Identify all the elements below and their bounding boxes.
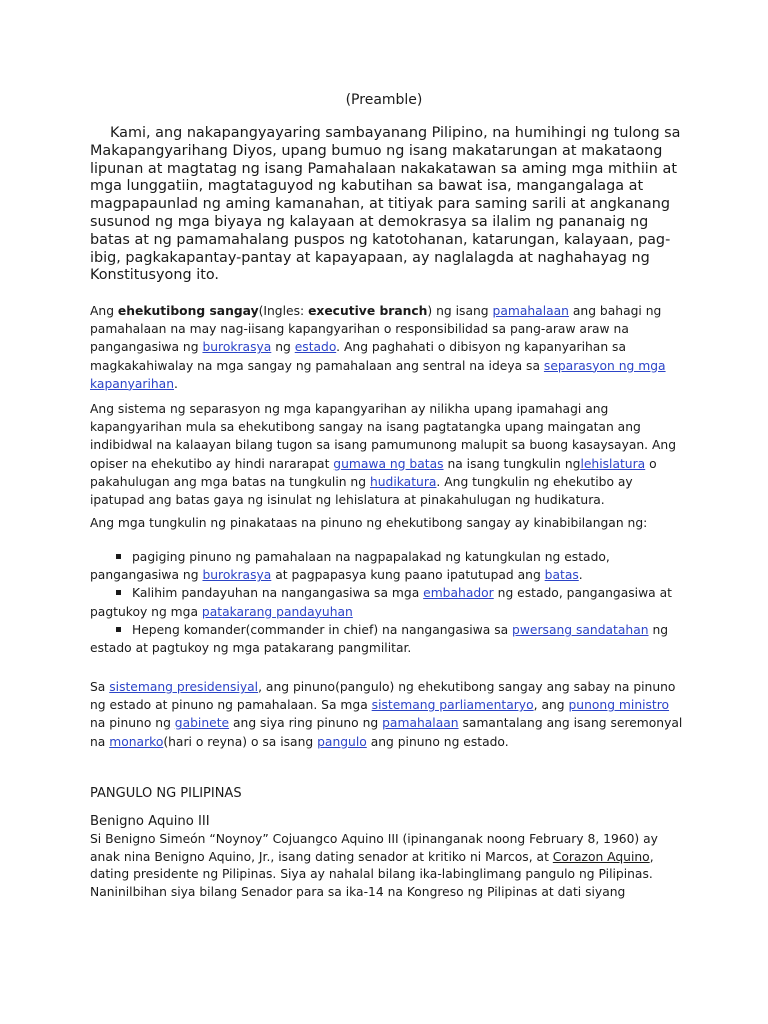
link-patakarang-pandayuhan[interactable]: patakarang pandayuhan [201,604,353,619]
bullet-square-icon [116,554,121,559]
link-sistemang-presidensiyal[interactable]: sistemang presidensiyal [109,680,259,694]
link-embahador[interactable]: embahador [423,586,494,601]
link-pwersang-sandatahan[interactable]: pwersang sandatahan [512,622,649,637]
section-subheading: Benigno Aquino III [90,814,210,829]
link-hudikatura[interactable]: hudikatura [369,474,437,489]
term-executive-branch: executive branch [308,304,428,318]
list-item: pagiging pinuno ng pamahalaan na nagpapalakad ng katungkulan ng estado, pangangasiwa ng burokrasya at pagpapasya kung paano ipatutupad ang batas. [90,550,610,583]
link-pangulo[interactable]: pangulo [317,734,367,749]
bullet-square-icon [116,627,121,632]
underlined-name-corazon-aquino: Corazon Aquino [552,849,650,864]
link-estado[interactable]: estado [294,340,337,355]
link-lehislatura[interactable]: lehislatura [580,456,646,471]
preamble-title: (Preamble) [345,92,423,108]
link-burokrasya[interactable]: burokrasya [202,340,272,355]
paragraph-separation-of-powers: Ang sistema ng separasyon ng mga kapangyarihan ay nilikha upang ipamahagi ang kapangyarihan mula sa ehekutibong sangay na isang pagtatangka upang maingatan ang indibidwal na kalaayan bilang tugon sa isang pamumunong malupit sa buong kasaysayan. Ang opiser na ehekutibo ay hindi nararapat gumawa ng batas na isang tungkulin nglehislatura o pakahulugan ang mga batas na tungkulin ng hudikatura. Ang tungkulin ng ehekutibo ay ipatupad ang batas gaya ng isinulat ng lehislatura at pinakahulugan ng hudikatura. [90,402,677,508]
preamble-text: Kami, ang nakapangyayaring sambayanang Pilipino, na humihingi ng tulong sa Makapangyarihang Diyos, upang bumuo ng isang makatarungan at makataong lipunan at magtatag ng isang Pamahalaan nakakatawan sa aming mga mithiin at mga lunggatiin, magtataguyod ng kabutihan sa bawat isa, mangangalaga at magpapaunlad ng aming kamanahan, at titiyak para saming sarili at angkanang susunod ng mga biyaya ng kalayaan at demokrasya sa ilalim ng pananaig ng batas at ng pamamahalang puspos ng katotohanan, katarungan, kalayaan, pag-ibig, pagkakapantay-pantay at kapayapaan, ay naglalagda at naghahayag ng Konstitusyong ito. [90,125,681,284]
list-item: Kalihim pandayuhan na nangangasiwa sa mga embahador ng estado, pangangasiwa at pagtukoy ng mga patakarang pandayuhan [90,586,672,619]
paragraph-executive-branch: Ang ehekutibong sangay(Ingles: executive branch) ng isang pamahalaan ang bahagi ng pamahalaan na may nag-iisang kapangyarihan o responsibilidad sa pang-araw araw na pangangasiwa ng burokrasya ng estado. Ang paghahati o dibisyon ng kapanyarihan sa magkakahiwalay na mga sangay ng pamahalaan ang sentral na ideya sa separasyon ng mga kapanyarihan. [90,304,666,391]
link-pamahalaan-2[interactable]: pamahalaan [382,716,459,731]
paragraph-biography: Si Benigno Simeón “Noynoy” Cojuangco Aquino III (ipinanganak noong February 8, 1960) ay anak nina Benigno Aquino, Jr., isang dating senador at kritiko ni Marcos, at Corazon Aquino, dating presidente ng Pilipinas. Siya ay nahalal bilang ika-labinglimang pangulo ng Pilipinas. Naninilbihan siya bilang Senador para sa ika-14 na Kongreso ng Pilipinas at dati siyang [90,832,658,899]
duties-list [90,548,686,657]
link-punong-ministro[interactable]: punong ministro [568,698,670,713]
link-separasyon-ng-mga-kapanyarihan[interactable]: separasyon ng mga kapanyarihan [90,358,666,391]
list-item: Hepeng komander(commander in chief) na nangangasiwa sa pwersang sandatahan ng estado at pagtukoy ng mga patakarang pangmilitar. [90,622,669,656]
link-sistemang-parliamentaryo[interactable]: sistemang parliamentaryo [371,698,534,713]
link-gabinete[interactable]: gabinete [174,716,230,731]
link-pamahalaan[interactable]: pamahalaan [492,304,569,318]
term-ehekutibong-sangay: ehekutibong sangay [117,304,259,318]
link-burokrasya-2[interactable]: burokrasya [202,568,272,583]
bullet-square-icon [116,590,121,595]
link-batas[interactable]: batas [544,568,579,583]
link-gumawa-ng-batas[interactable]: gumawa ng batas [333,456,444,471]
section-heading: PANGULO NG PILIPINAS [90,786,242,801]
paragraph-systems: Sa sistemang presidensiyal, ang pinuno(pangulo) ng ehekutibong sangay ang sabay na pinuno ng estado at pinuno ng pamahalaan. Sa mga sistemang parliamentaryo, ang punong ministro na pinuno ng gabinete ang siya ring pinuno ng pamahalaan samantalang ang isang seremonyal na monarko(hari o reyna) o sa isang pangulo ang pinuno ng estado. [90,680,683,749]
link-monarko[interactable]: monarko [109,734,164,749]
paragraph-duties-intro: Ang mga tungkulin ng pinakataas na pinuno ng ehekutibong sangay ay kinabibilangan ng: [90,516,648,530]
